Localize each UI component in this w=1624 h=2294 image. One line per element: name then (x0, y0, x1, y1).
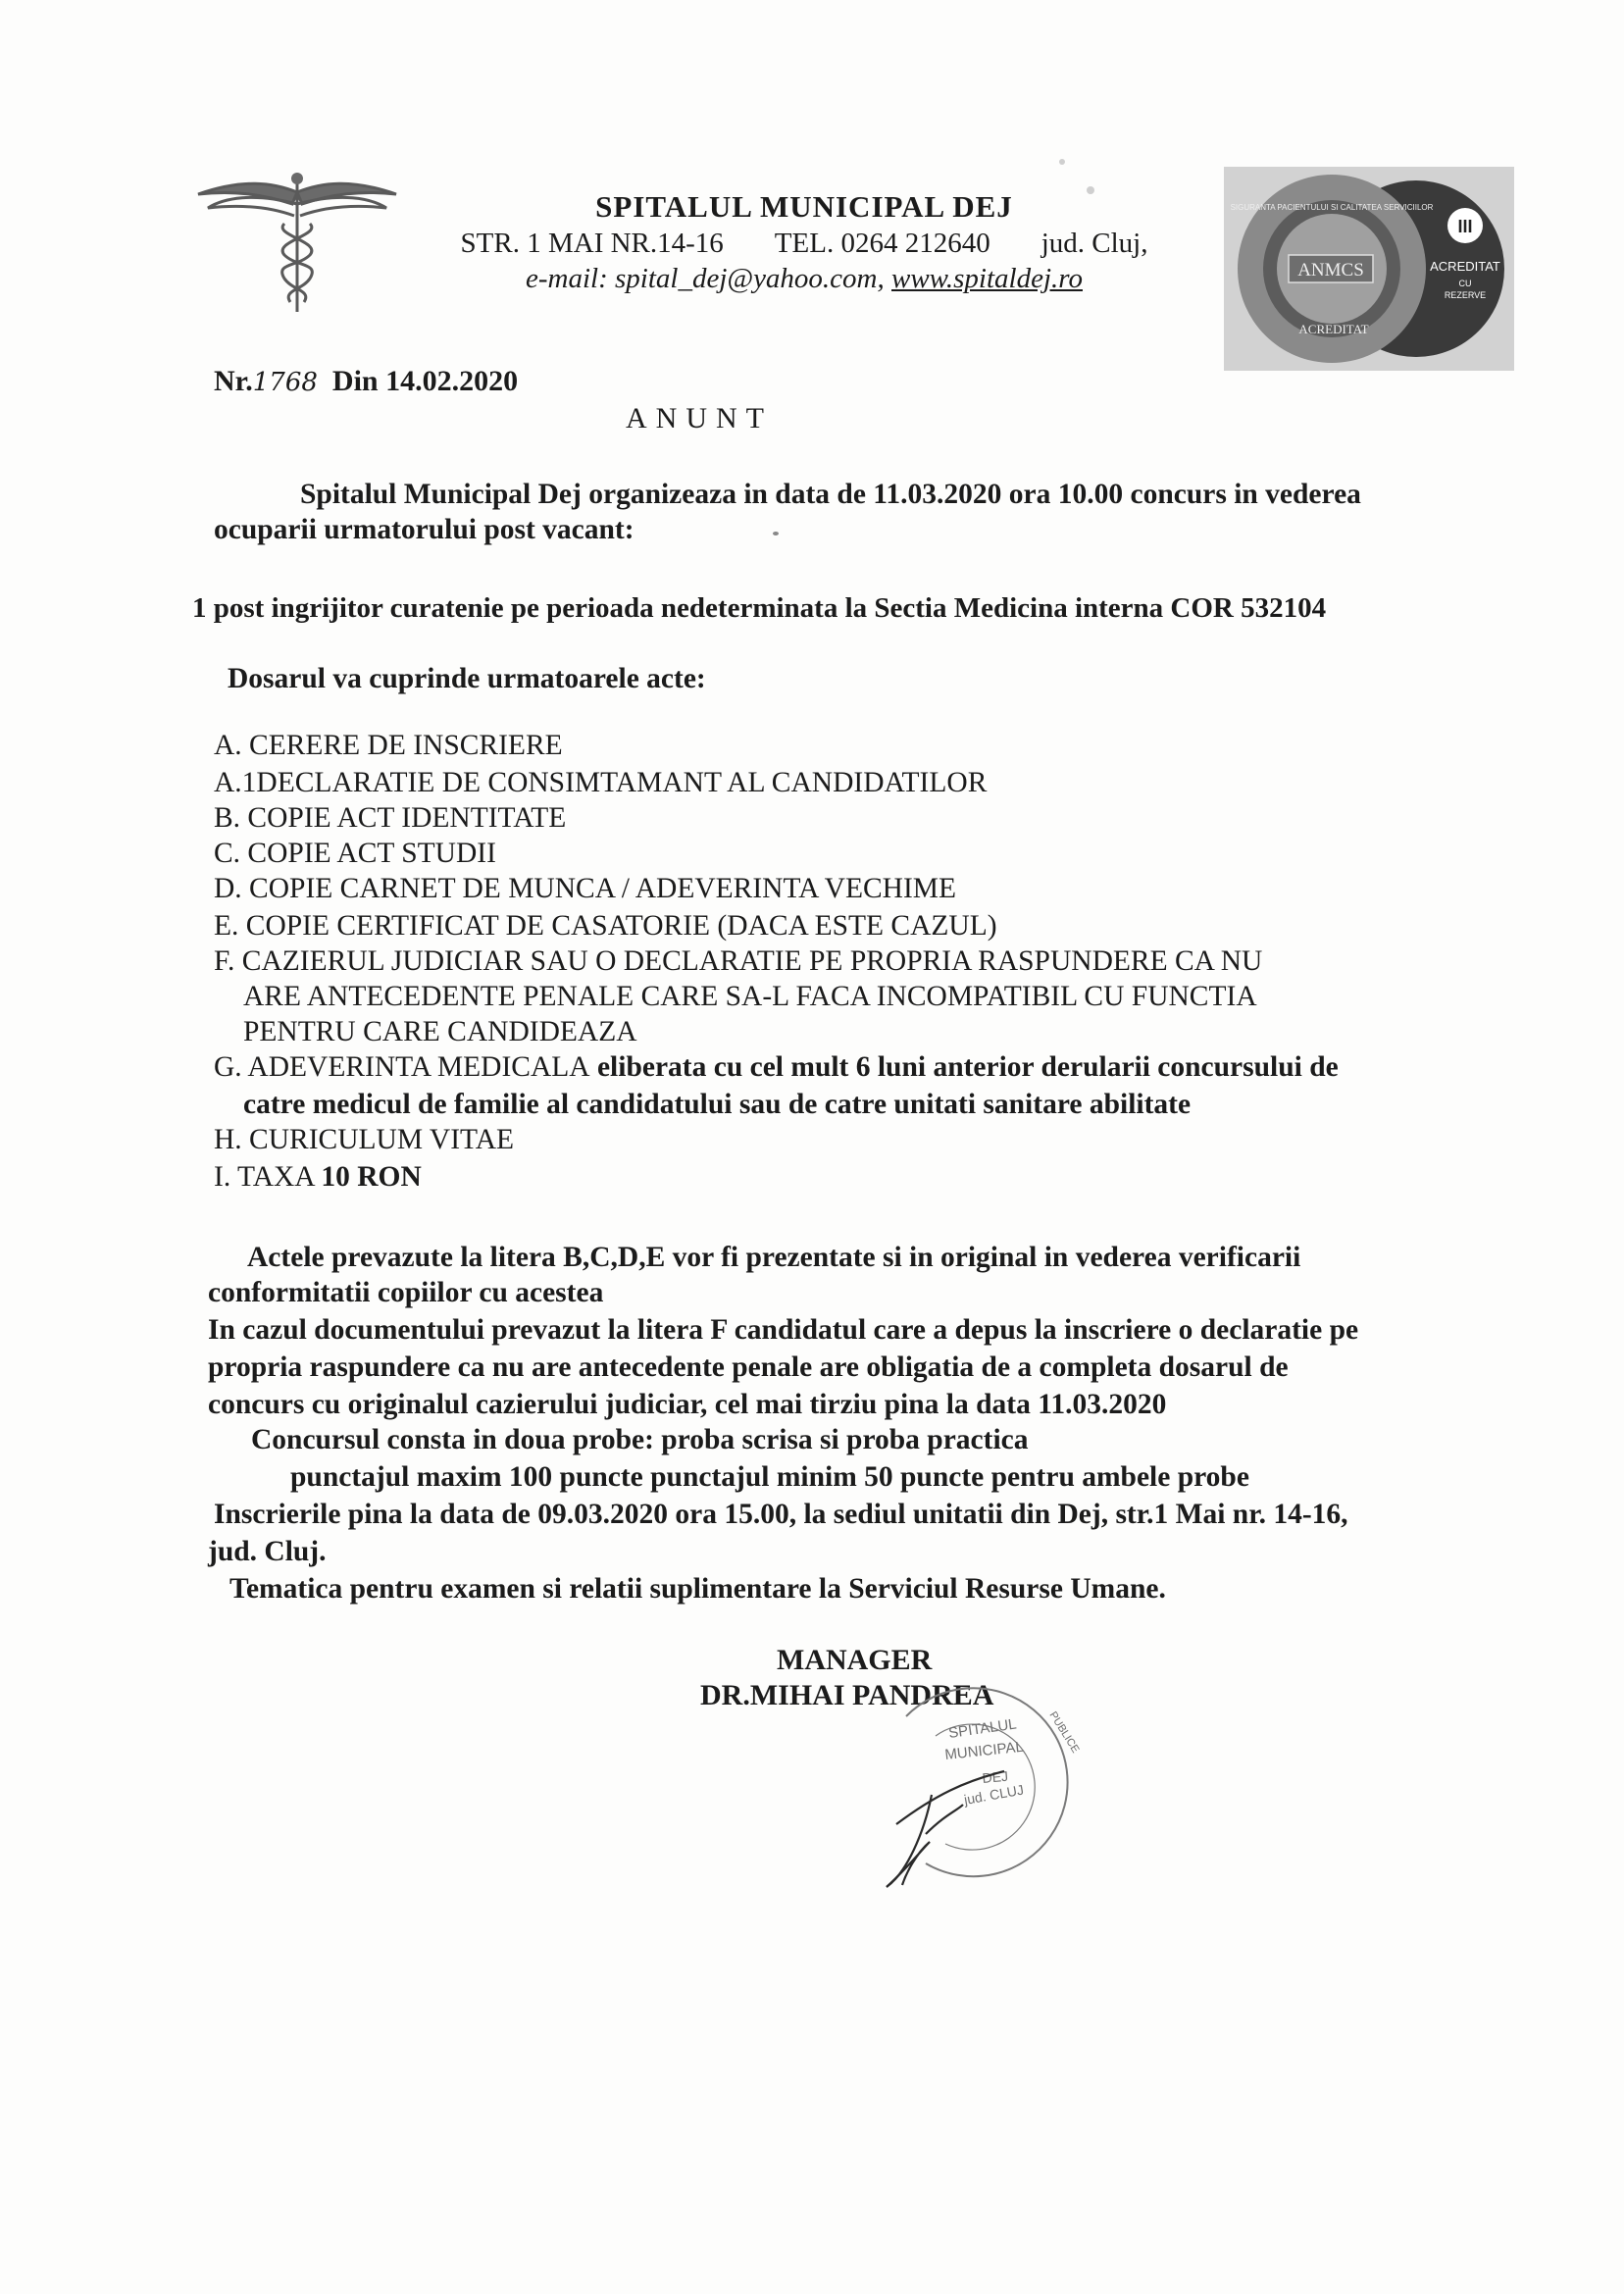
scan-speck (773, 532, 779, 535)
doc-item-i-value: 10 RON (321, 1161, 422, 1193)
note-line-7: punctajul maxim 100 puncte punctajul minim 50 puncte pentru ambele probe (290, 1461, 1249, 1493)
doc-item-h: H. CURICULUM VITAE (214, 1124, 515, 1155)
doc-item-f-line3: PENTRU CARE CANDIDEAZA (243, 1016, 637, 1047)
post-line: 1 post ingrijitor curatenie pe perioada nedeterminata la Sectia Medicina interna COR 532104 (192, 592, 1327, 624)
doc-item-g-line2: catre medicul de familie al candidatului sau de catre unitati sanitare abilitate (243, 1089, 1192, 1120)
doc-item-f-line1: F. CAZIERUL JUDICIAR SAU O DECLARATIE PE PROPRIA RASPUNDERE CA NU (214, 945, 1263, 977)
seal-status: ACREDITAT (1430, 259, 1500, 274)
doc-item-e: E. COPIE CERTIFICAT DE CASATORIE (DACA ESTE CAZUL) (214, 910, 997, 942)
website-link[interactable]: www.spitaldej.ro (891, 263, 1083, 294)
note-line-10: Tematica pentru examen si relatii suplimentare la Serviciul Resurse Umane. (229, 1573, 1166, 1605)
doc-item-i-label: I. TAXA (214, 1161, 322, 1193)
seal-status-sub2: REZERVE (1444, 290, 1487, 300)
doc-item-f-line2: ARE ANTECEDENTE PENALE CARE SA-L FACA INCOMPATIBIL CU FUNCTIA (243, 981, 1257, 1012)
intro-line-2: ocuparii urmatorului post vacant: (214, 514, 634, 545)
seal-bottom-text: ACREDITAT (1298, 322, 1369, 336)
note-line-9: jud. Cluj. (208, 1536, 327, 1567)
email-label: e-mail: (526, 263, 608, 294)
accreditation-seal (1224, 167, 1514, 371)
stamp-line-1: SPITALUL (947, 1715, 1018, 1742)
doc-item-a1: A.1DECLARATIE DE CONSIMTAMANT AL CANDIDATILOR (214, 767, 988, 798)
note-line-3: In cazul documentului prevazut la litera F candidatul care a depus la inscriere o declaratie pe (208, 1314, 1359, 1346)
institution-phone: TEL. 0264 212640 (774, 228, 990, 259)
seal-level: III (1457, 217, 1473, 236)
seal-anmcs-text: ANMCS (1297, 260, 1364, 280)
scan-speck (1059, 159, 1065, 165)
stamp-line-2: MUNICIPAL (943, 1738, 1025, 1763)
nr-label: Nr. (214, 365, 253, 397)
doc-item-b: B. COPIE ACT IDENTITATE (214, 802, 567, 834)
institution-name: SPITALUL MUNICIPAL DEJ (595, 189, 1013, 224)
caduceus-logo (194, 165, 400, 322)
seal-ring-text: SIGURANTA PACIENTULUI SI CALITATEA SERVICIILOR (1230, 203, 1434, 212)
institution-address-line (431, 228, 1177, 260)
doc-item-i (214, 1161, 422, 1194)
reference-line (214, 365, 518, 398)
intro-line-1: Spitalul Municipal Dej organizeaza in data de 11.03.2020 ora 10.00 concurs in vederea (300, 479, 1361, 510)
doc-item-g-line1 (214, 1051, 1339, 1084)
note-line-4: propria raspundere ca nu are antecedente penale are obligatia de a completa dosarul de (208, 1351, 1289, 1383)
institution-contact-line (431, 263, 1177, 295)
doc-item-a: A. CERERE DE INSCRIERE (214, 730, 563, 761)
note-line-6: Concursul consta in doua probe: proba scrisa si proba practica (251, 1424, 1029, 1455)
note-line-2: conformitatii copiilor cu acestea (208, 1277, 604, 1308)
stamp-line-3: DEJ (981, 1767, 1009, 1786)
dossier-intro: Dosarul va cuprinde urmatoarele acte: (228, 663, 706, 694)
doc-item-c: C. COPIE ACT STUDII (214, 838, 496, 869)
reference-date: Din 14.02.2020 (331, 365, 519, 397)
institution-address: STR. 1 MAI NR.14-16 (460, 228, 724, 259)
seal-status-sub: CU (1458, 279, 1472, 288)
official-stamp (867, 1677, 1094, 1893)
note-line-8: Inscrierile pina la data de 09.03.2020 ora 15.00, la sediul unitatii din Dej, str.1 Mai nr. 14-16, (214, 1499, 1348, 1530)
institution-county: jud. Cluj, (1040, 228, 1148, 259)
nr-handwritten-value: 1768 (252, 368, 318, 397)
doc-item-g-label: G. ADEVERINTA MEDICALA (214, 1051, 590, 1083)
stamp-line-4: jud. CLUJ (962, 1781, 1026, 1808)
signatory-name: DR.MIHAI PANDREA (700, 1679, 994, 1711)
note-line-5: concurs cu originalul cazierului judiciar, cel mai tirziu pina la data 11.03.2020 (208, 1389, 1167, 1420)
stamp-ring-text: PUBLICE (1046, 1709, 1082, 1756)
doc-item-g-rest: eliberata cu cel mult 6 luni anterior derularii concursului de (589, 1051, 1339, 1083)
announcement-title: ANUNT (626, 402, 773, 434)
note-line-1: Actele prevazute la litera B,C,D,E vor fi prezentate si in original in vederea verificarii (247, 1242, 1301, 1273)
signatory-role: MANAGER (777, 1644, 933, 1676)
scan-speck (1087, 186, 1094, 194)
doc-item-d: D. COPIE CARNET DE MUNCA / ADEVERINTA VECHIME (214, 873, 957, 904)
email-address[interactable]: spital_dej@yahoo.com, (615, 263, 885, 294)
